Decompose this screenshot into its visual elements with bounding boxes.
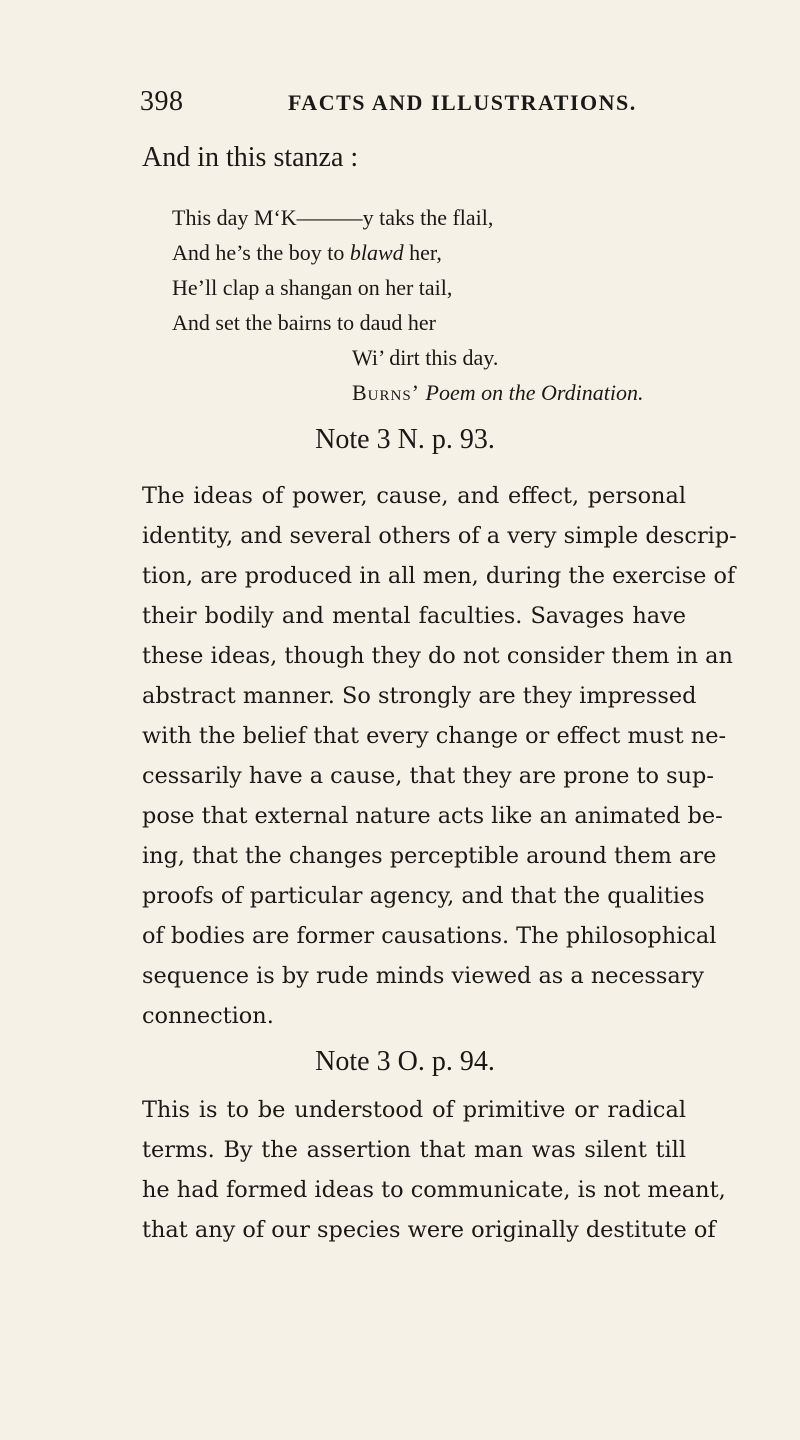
running-head: FACTS AND ILLUSTRATIONS. [288, 90, 637, 115]
note-n-line: pose that external nature acts like an animated be- [142, 803, 723, 829]
poem-line-2 [172, 235, 692, 270]
attribution-author: Burns’ [352, 380, 421, 405]
poem-line-1: This day M‘K———y taks the flail, [172, 205, 494, 230]
poem-line-4: And set the bairns to daud her [172, 310, 436, 335]
poem-line-3: He’ll clap a shangan on her tail, [172, 275, 453, 300]
poem-line-2-start: And he’s the boy to [172, 240, 350, 265]
note-o-heading: Note 3 O. p. 94. [315, 1046, 495, 1077]
note-n-line: ing, that the changes perceptible around them are [142, 843, 717, 869]
note-n-body [142, 476, 737, 1036]
attribution-work: Poem on the Ordination. [420, 380, 644, 405]
poem-stanza [172, 200, 692, 410]
note-n-line: The ideas of power, cause, and effect, personal [142, 483, 686, 509]
intro-text: And in this stanza : [142, 142, 359, 173]
note-o-line: he had formed ideas to communicate, is not meant, [142, 1177, 726, 1203]
page-number: 398 [140, 86, 184, 117]
note-o-line: This is to be understood of primitive or radical [142, 1097, 686, 1123]
poem-italic-word: blawd [349, 240, 404, 265]
poem-line-5: Wi’ dirt this day. [352, 345, 499, 370]
poem-line-2-end: her, [403, 240, 442, 265]
note-n-line: identity, and several others of a very simple descrip- [142, 523, 737, 549]
note-n-line: their bodily and mental faculties. Savages have [142, 603, 686, 629]
note-n-line: sequence is by rude minds viewed as a necessary [142, 963, 705, 989]
note-n-line: these ideas, though they do not consider them in an [142, 643, 733, 669]
note-o-line: that any of our species were originally destitute of [142, 1217, 716, 1243]
note-n-line: proofs of particular agency, and that the qualities [142, 883, 705, 909]
note-n-line: of bodies are former causations. The philosophical [142, 923, 717, 949]
page-header [140, 86, 660, 120]
note-n-heading: Note 3 N. p. 93. [315, 424, 495, 455]
poem-attribution [172, 375, 692, 410]
note-n-line: with the belief that every change or effect must ne- [142, 723, 727, 749]
note-n-line: tion, are produced in all men, during the exercise of [142, 563, 736, 589]
note-n-line: cessarily have a cause, that they are prone to sup- [142, 763, 714, 789]
note-n-line: connection. [142, 1003, 274, 1029]
note-n-line: abstract manner. So strongly are they impressed [142, 683, 697, 709]
note-o-body [142, 1090, 726, 1250]
note-o-line: terms. By the assertion that man was silent till [142, 1137, 686, 1163]
